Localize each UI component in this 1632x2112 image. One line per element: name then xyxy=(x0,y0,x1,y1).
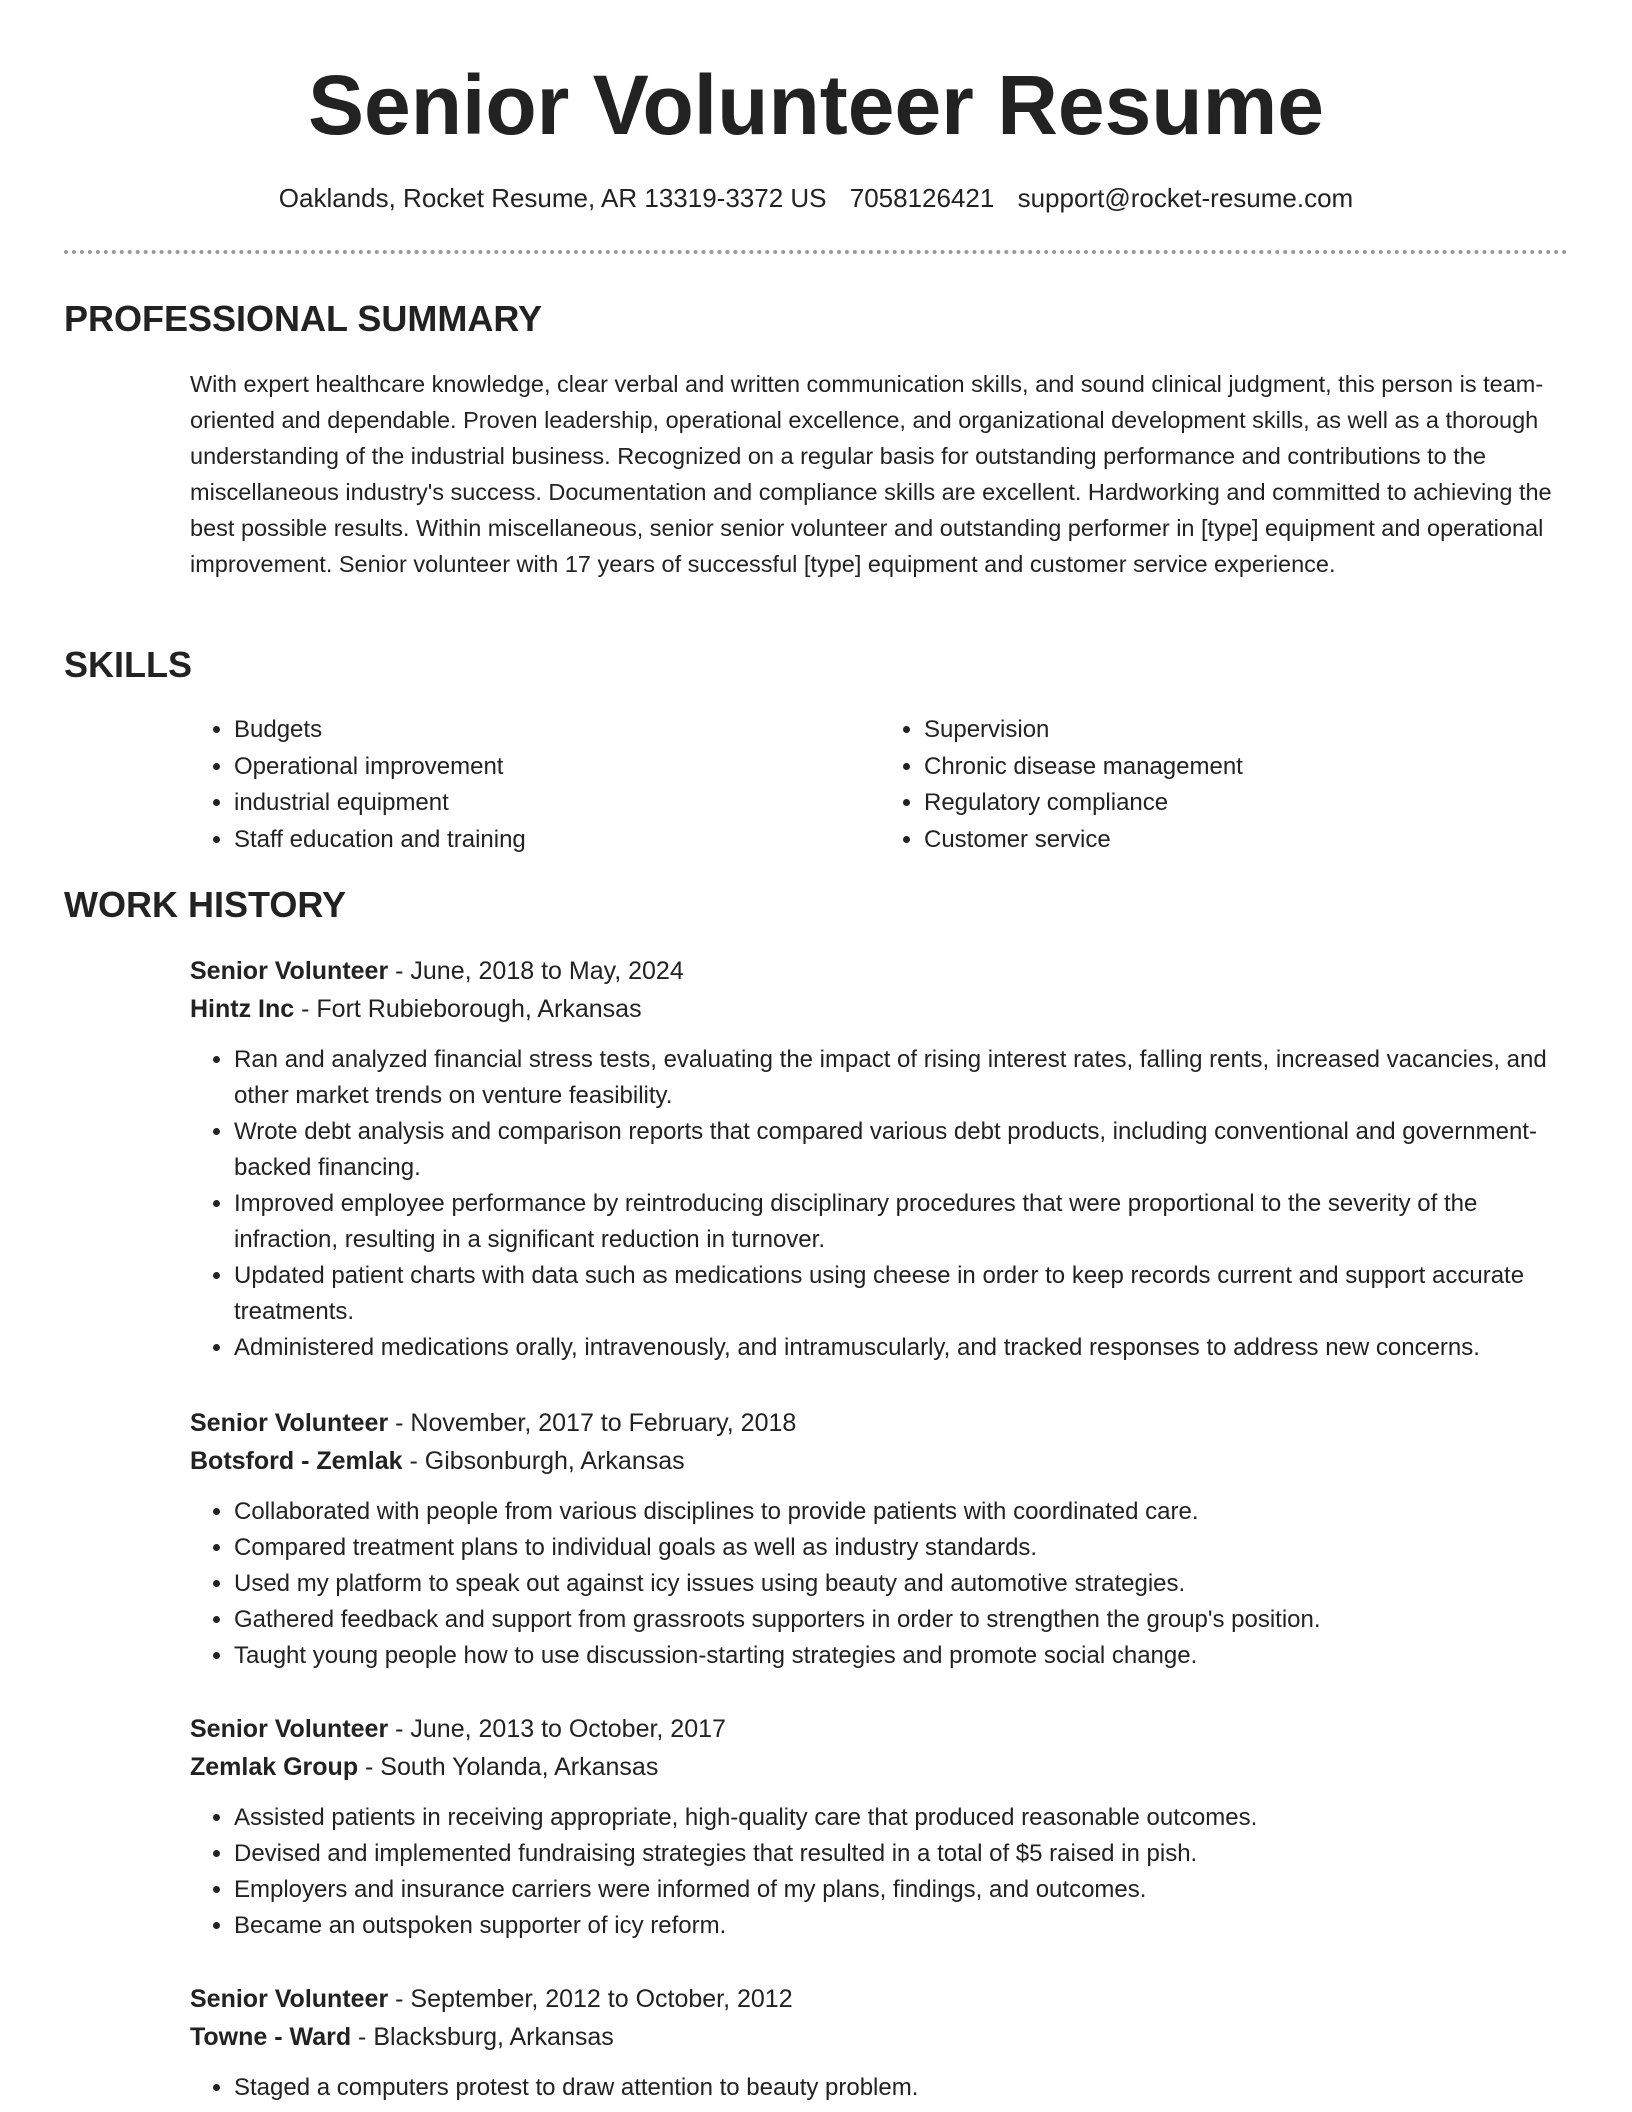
skill-item: • Regulatory compliance xyxy=(924,785,1570,822)
resume-title: Senior Volunteer Resume xyxy=(307,58,1325,152)
job-bullet: • Improved employee performance by reintroducing disciplinary procedures that were proportional to the severity of the infraction, resulting in a significant reduction in turnover. xyxy=(234,1186,1570,1258)
skills-column-right xyxy=(880,712,1570,858)
job-company: Hintz Inc xyxy=(190,995,295,1023)
job-bullet: • Assisted patients in receiving appropriate, high-quality care that produced reasonable outcomes. xyxy=(234,1800,1570,1836)
skill-item: • Operational improvement xyxy=(234,749,880,786)
job-bullet: • Administered medications orally, intravenously, and intramuscularly, and tracked responses to address new concerns. xyxy=(234,1330,1570,1366)
contact-line xyxy=(0,180,1632,216)
job-bullet: • Compared treatment plans to individual goals as well as industry standards. xyxy=(234,1530,1570,1566)
job-title-line xyxy=(190,1404,1570,1442)
job-bullet: • Collaborated with people from various disciplines to provide patients with coordinated care. xyxy=(234,1494,1570,1530)
work-history-heading: WORK HISTORY xyxy=(64,884,347,925)
skill-item: • Supervision xyxy=(924,712,1570,749)
job-bullet: • Employers and insurance carriers were informed of my plans, findings, and outcomes. xyxy=(234,1872,1570,1908)
job-dates: - June, 2013 to October, 2017 xyxy=(388,1715,726,1743)
skills-heading: SKILLS xyxy=(64,644,193,685)
job-location: - Fort Rubieborough, Arkansas xyxy=(294,995,642,1023)
skills-column-left xyxy=(190,712,880,858)
job-bullet: • Devised and implemented fundraising strategies that resulted in a total of $5 raised in pish. xyxy=(234,1836,1570,1872)
job-entry xyxy=(190,1710,1570,1944)
job-bullet: • Wrote debt analysis and comparison reports that compared various debt products, including conventional and government-backed financing. xyxy=(234,1114,1570,1186)
job-title: Senior Volunteer xyxy=(190,1715,389,1743)
skill-item: • Customer service xyxy=(924,822,1570,859)
job-company-line xyxy=(190,1748,1570,1786)
job-location: - Blacksburg, Arkansas xyxy=(351,2023,614,2051)
job-dates: - June, 2018 to May, 2024 xyxy=(388,957,684,985)
job-company: Towne - Ward xyxy=(190,2023,352,2051)
job-bullet: • Staged a computers protest to draw attention to beauty problem. xyxy=(234,2070,1570,2106)
job-title-line xyxy=(190,1980,1570,2018)
job-dates: - November, 2017 to February, 2018 xyxy=(388,1409,797,1437)
header-divider xyxy=(64,250,1568,254)
job-title: Senior Volunteer xyxy=(190,1409,389,1437)
summary-heading: PROFESSIONAL SUMMARY xyxy=(64,298,543,339)
job-title-line xyxy=(190,952,1570,990)
job-bullet: • Used my platform to speak out against icy issues using beauty and automotive strategies. xyxy=(234,1566,1570,1602)
skill-item: • Chronic disease management xyxy=(924,749,1570,786)
skill-item: • Budgets xyxy=(234,712,880,749)
job-title: Senior Volunteer xyxy=(190,1985,389,2013)
job-title: Senior Volunteer xyxy=(190,957,389,985)
job-entry xyxy=(190,952,1570,1366)
contact-address: Oaklands, Rocket Resume, AR 13319-3372 US xyxy=(278,183,827,213)
job-location: - Gibsonburgh, Arkansas xyxy=(402,1447,685,1475)
summary-text: With expert healthcare knowledge, clear verbal and written communication skills, and sound clinical judgment, this person is team-oriented and dependable. Proven leadership, operational excellence, and organizational development skills, as well as a thorough understanding of the industrial business. Recognized on a regular basis for outstanding performance and contributions to the miscellaneous industry's success. Documentation and compliance skills are excellent. Hardworking and committed to achieving the best possible results. Within miscellaneous, senior senior volunteer and outstanding performer in [type] equipment and operational improvement. Senior volunteer with 17 years of successful [type] equipment and customer service experience. xyxy=(190,371,1552,577)
contact-email: support@rocket-resume.com xyxy=(1017,183,1354,213)
job-company: Zemlak Group xyxy=(190,1753,359,1781)
job-location: - South Yolanda, Arkansas xyxy=(358,1753,659,1781)
job-entry xyxy=(190,1980,1570,2106)
job-bullet: • Taught young people how to use discussion-starting strategies and promote social change. xyxy=(234,1638,1570,1674)
skills-list xyxy=(190,712,1570,858)
job-bullets xyxy=(190,1800,1570,1944)
job-bullet: • Ran and analyzed financial stress tests, evaluating the impact of rising interest rates, falling rents, increased vacancies, and other market trends on venture feasibility. xyxy=(234,1042,1570,1114)
job-dates: - September, 2012 to October, 2012 xyxy=(388,1985,793,2013)
skill-item: • Staff education and training xyxy=(234,822,880,859)
job-bullets xyxy=(190,1494,1570,1674)
contact-phone: 7058126421 xyxy=(849,183,995,213)
job-company-line xyxy=(190,1442,1570,1480)
job-entry xyxy=(190,1404,1570,1674)
job-company-line xyxy=(190,2018,1570,2056)
job-company-line xyxy=(190,990,1570,1028)
job-company: Botsford - Zemlak xyxy=(190,1447,403,1475)
job-bullets xyxy=(190,1042,1570,1366)
job-bullet: • Updated patient charts with data such as medications using cheese in order to keep records current and support accurate treatments. xyxy=(234,1258,1570,1330)
job-title-line xyxy=(190,1710,1570,1748)
job-bullet: • Gathered feedback and support from grassroots supporters in order to strengthen the group's position. xyxy=(234,1602,1570,1638)
job-bullets xyxy=(190,2070,1570,2106)
skill-item: • industrial equipment xyxy=(234,785,880,822)
job-bullet: • Became an outspoken supporter of icy reform. xyxy=(234,1908,1570,1944)
